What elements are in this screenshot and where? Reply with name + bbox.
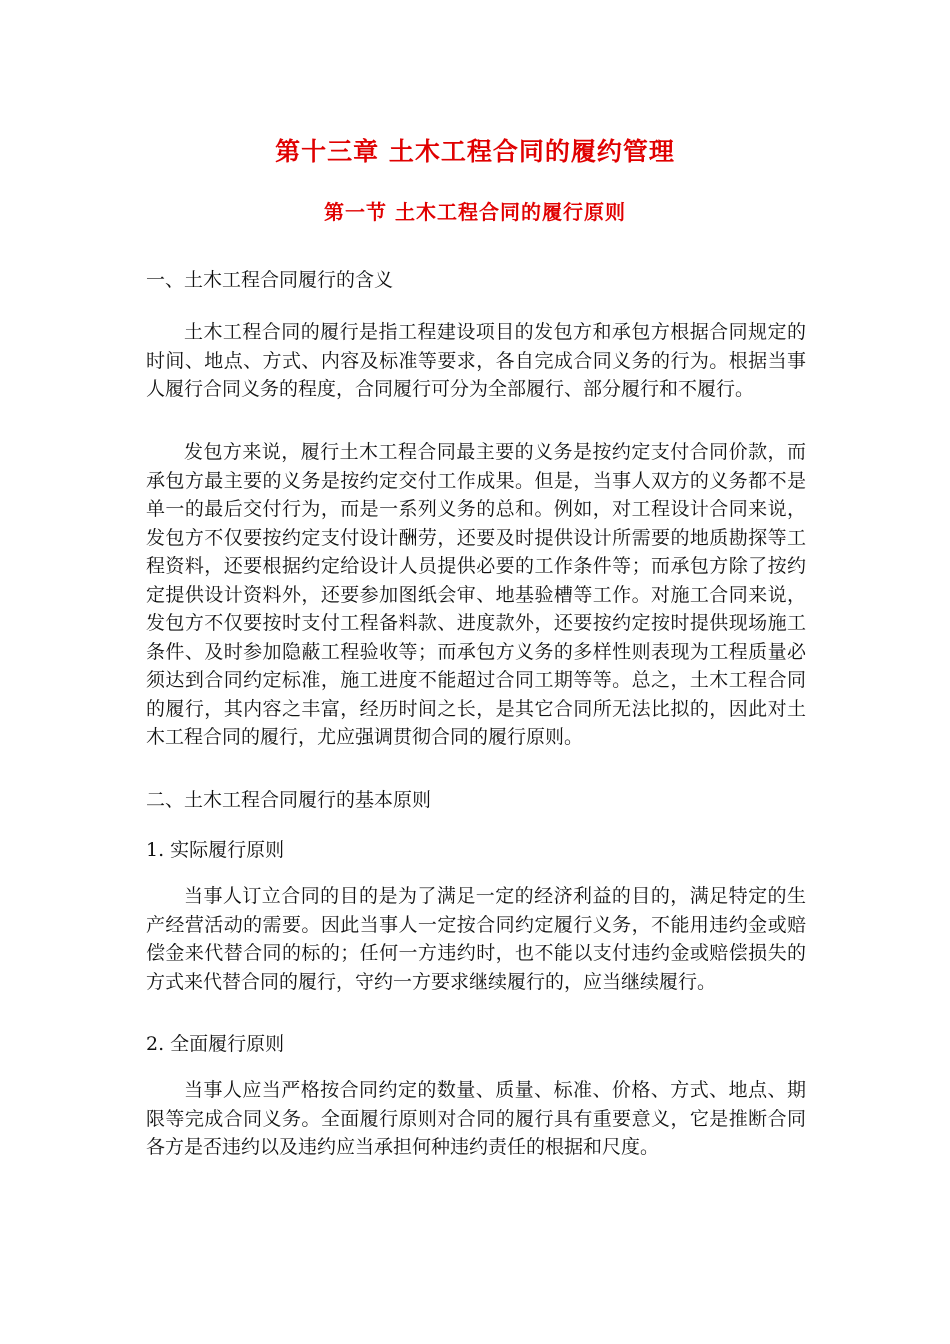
paragraph-full-performance: 当事人应当严格按合同约定的数量、质量、标准、价格、方式、地点、期限等完成合同义务。全面履行原则对合同的履行具有重要意义，它是推断合同各方是否违约以及违约应当承担何种违约责任的根据和尺度。 xyxy=(146,1079,806,1158)
heading-basic-principles: 二、土木工程合同履行的基本原则 xyxy=(146,789,432,811)
paragraph-actual-performance: 当事人订立合同的目的是为了满足一定的经济利益的目的，满足特定的生产经营活动的需要。因此当事人一定按合同约定履行义务，不能用违约金或赔偿金来代替合同的标的；任何一方违约时，也不能以支付违约金或赔偿损失的方式来代替合同的履行，守约一方要求继续履行的，应当继续履行。 xyxy=(146,885,806,993)
heading-meaning: 一、土木工程合同履行的含义 xyxy=(146,269,394,291)
section-title: 第一节 土木工程合同的履行原则 xyxy=(324,200,626,224)
heading-actual-performance: 1. 实际履行原则 xyxy=(146,839,285,861)
heading-full-performance: 2. 全面履行原则 xyxy=(146,1033,285,1055)
paragraph-meaning: 土木工程合同的履行是指工程建设项目的发包方和承包方根据合同规定的时间、地点、方式、内容及标准等要求，各自完成合同义务的行为。根据当事人履行合同义务的程度，合同履行可分为全部履行、部分履行和不履行。 xyxy=(146,321,806,400)
chapter-title: 第十三章 土木工程合同的履约管理 xyxy=(275,137,675,166)
paragraph-obligations: 发包方来说，履行土木工程合同最主要的义务是按约定支付合同价款，而承包方最主要的义务是按约定交付工作成果。但是，当事人双方的义务都不是单一的最后交付行为，而是一系列义务的总和。例如，对工程设计合同来说，发包方不仅要按约定支付设计酬劳，还要及时提供设计所需要的地质勘探等工程资料，还要根据约定给设计人员提供必要的工作条件等；而承包方除了按约定提供设计资料外，还要参加图纸会审、地基验槽等工作。对施工合同来说，发包方不仅要按时支付工程备料款、进度款外，还要按约定按时提供现场施工条件、及时参加隐蔽工程验收等；而承包方义务的多样性则表现为工程质量必须达到合同约定标准，施工进度不能超过合同工期等等。总之，土木工程合同的履行，其内容之丰富，经历时间之长，是其它合同所无法比拟的，因此对土木工程合同的履行，尤应强调贯彻合同的履行原则。 xyxy=(146,441,806,748)
